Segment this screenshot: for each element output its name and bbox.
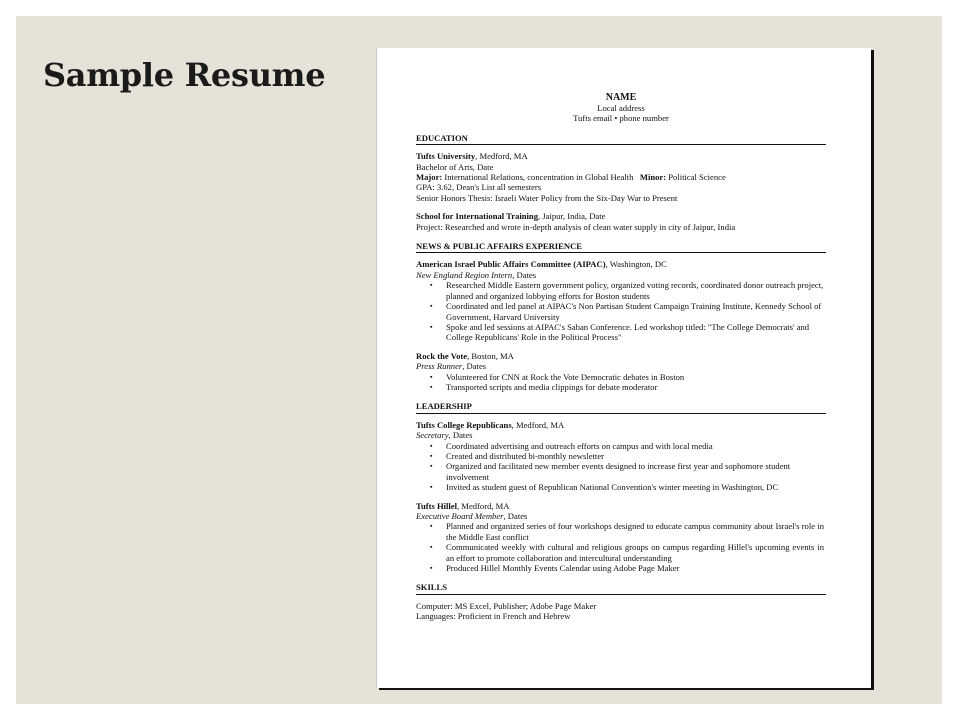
bullet-item: ▪ Coordinated advertising and outreach efforts on campus and with local media <box>416 441 826 451</box>
bullet-list <box>416 280 826 342</box>
bullet-item: ▪ Spoke and led sessions at AIPAC's Saban Conference. Led workshop titled: "The College Democrats' and College Republicans' Role in the Political Process" <box>416 322 826 343</box>
bullet-item: ▪ Coordinated and led panel at AIPAC's Non Partisan Student Campaign Training Institute, Kennedy School of Government, Harvard University <box>416 301 826 322</box>
role-title: Executive Board Member <box>416 511 504 521</box>
entry-location: , Medford, MA <box>457 500 510 511</box>
entry-line: GPA: 3.62, Dean's List all semesters <box>416 182 542 193</box>
role-dates: , Dates <box>462 361 487 372</box>
entry-location: , Medford, MA <box>475 151 528 162</box>
entry-title <box>416 151 826 161</box>
section-heading-education: EDUCATION <box>416 133 826 145</box>
bullet-item: ▪ Created and distributed bi-monthly newsletter <box>416 451 826 461</box>
bullet-item: ▪ Planned and organized series of four workshops designed to educate campus community about Israel's role in the Middle East conflict <box>416 521 826 542</box>
slide-title: Sample Resume <box>43 56 326 94</box>
entry-title <box>416 501 826 511</box>
entry-title <box>416 259 826 269</box>
bullet-item: ▪ Researched Middle Eastern government policy, organized voting records, coordinated donor outreach project, planned and organized lobbying efforts for Boston students <box>416 280 826 301</box>
education-entry <box>416 151 826 203</box>
role-dates: , Dates <box>512 269 537 280</box>
entry-major-minor <box>416 172 826 182</box>
entry-title <box>416 420 826 430</box>
entry-role <box>416 430 826 440</box>
bullet-item: ▪ Produced Hillel Monthly Events Calendar using Adobe Page Maker <box>416 563 826 573</box>
entry-location: , Boston, MA <box>467 350 514 361</box>
resume-address: Local address <box>597 103 645 113</box>
entry-role <box>416 361 826 371</box>
section-heading-skills: SKILLS <box>416 582 826 594</box>
entry-org: Rock the Vote <box>416 350 468 361</box>
bullet-item: ▪ Transported scripts and media clippings for debate moderator <box>416 382 826 392</box>
skills-line: Computer: MS Excel, Publisher; Adobe Page Maker <box>416 600 597 611</box>
resume-contact: Tufts email • phone number <box>573 113 669 124</box>
entry-org: American Israel Public Affairs Committee (AIPAC) <box>416 259 606 270</box>
resume-document <box>416 92 826 622</box>
leadership-entry <box>416 420 826 493</box>
bullet-item: ▪ Invited as student guest of Republican National Convention's winter meeting in Washington, DC <box>416 482 826 492</box>
entry-location: , Jaipur, India, Date <box>538 211 606 222</box>
entry-org: Tufts Hillel <box>416 500 457 511</box>
role-title: New England Region Intern <box>416 269 513 280</box>
entry-location: , Washington, DC <box>605 259 667 270</box>
resume-header <box>416 92 826 124</box>
bullet-list <box>416 372 826 393</box>
bullet-item: ▪ Organized and facilitated new member events designed to increase first year and sophomore student involvement <box>416 461 826 482</box>
entry-line: Bachelor of Arts, Date <box>416 161 494 172</box>
role-dates: , Dates <box>503 511 528 521</box>
bullet-list <box>416 521 826 573</box>
entry-line: Senior Honors Thesis: Israeli Water Policy from the Six-Day War to Present <box>416 192 678 203</box>
bullet-item: ▪ Volunteered for CNN at Rock the Vote Democratic debates in Boston <box>416 372 826 382</box>
minor-value: Political Science <box>666 172 726 183</box>
skills-line: Languages: Proficient in French and Hebrew <box>416 611 571 622</box>
experience-entry <box>416 351 826 393</box>
role-title: Secretary <box>416 430 449 441</box>
bullet-item: ▪ Communicated weekly with cultural and religious groups on campus regarding Hillel's upcoming events in an effort to promote collaboration and intercultural understanding <box>416 542 826 563</box>
section-heading-leadership: LEADERSHIP <box>416 401 826 413</box>
bullet-list <box>416 441 826 493</box>
entry-line: Project: Researched and wrote in-depth analysis of clean water supply in city of Jaipur, India <box>416 221 736 232</box>
entry-title <box>416 351 826 361</box>
role-dates: , Dates <box>448 430 473 441</box>
leadership-entry <box>416 501 826 574</box>
role-title: Press Runner <box>416 361 463 372</box>
slide-background <box>16 16 942 704</box>
minor-label: Minor: <box>639 172 667 183</box>
entry-location: , Medford, MA <box>511 419 565 430</box>
resume-name: NAME <box>605 92 637 103</box>
entry-org: Tufts College Republicans <box>416 419 512 430</box>
experience-entry <box>416 259 826 342</box>
entry-org: Tufts University <box>416 151 476 162</box>
entry-role <box>416 511 826 521</box>
section-heading-news: NEWS & PUBLIC AFFAIRS EXPERIENCE <box>416 241 826 253</box>
entry-org: School for International Training <box>416 211 538 222</box>
entry-role <box>416 270 826 280</box>
entry-title <box>416 211 826 221</box>
major-value: International Relations, concentration in Global Health <box>442 172 640 183</box>
education-entry <box>416 211 826 232</box>
major-label: Major: <box>416 172 443 183</box>
resume-page <box>376 48 871 688</box>
